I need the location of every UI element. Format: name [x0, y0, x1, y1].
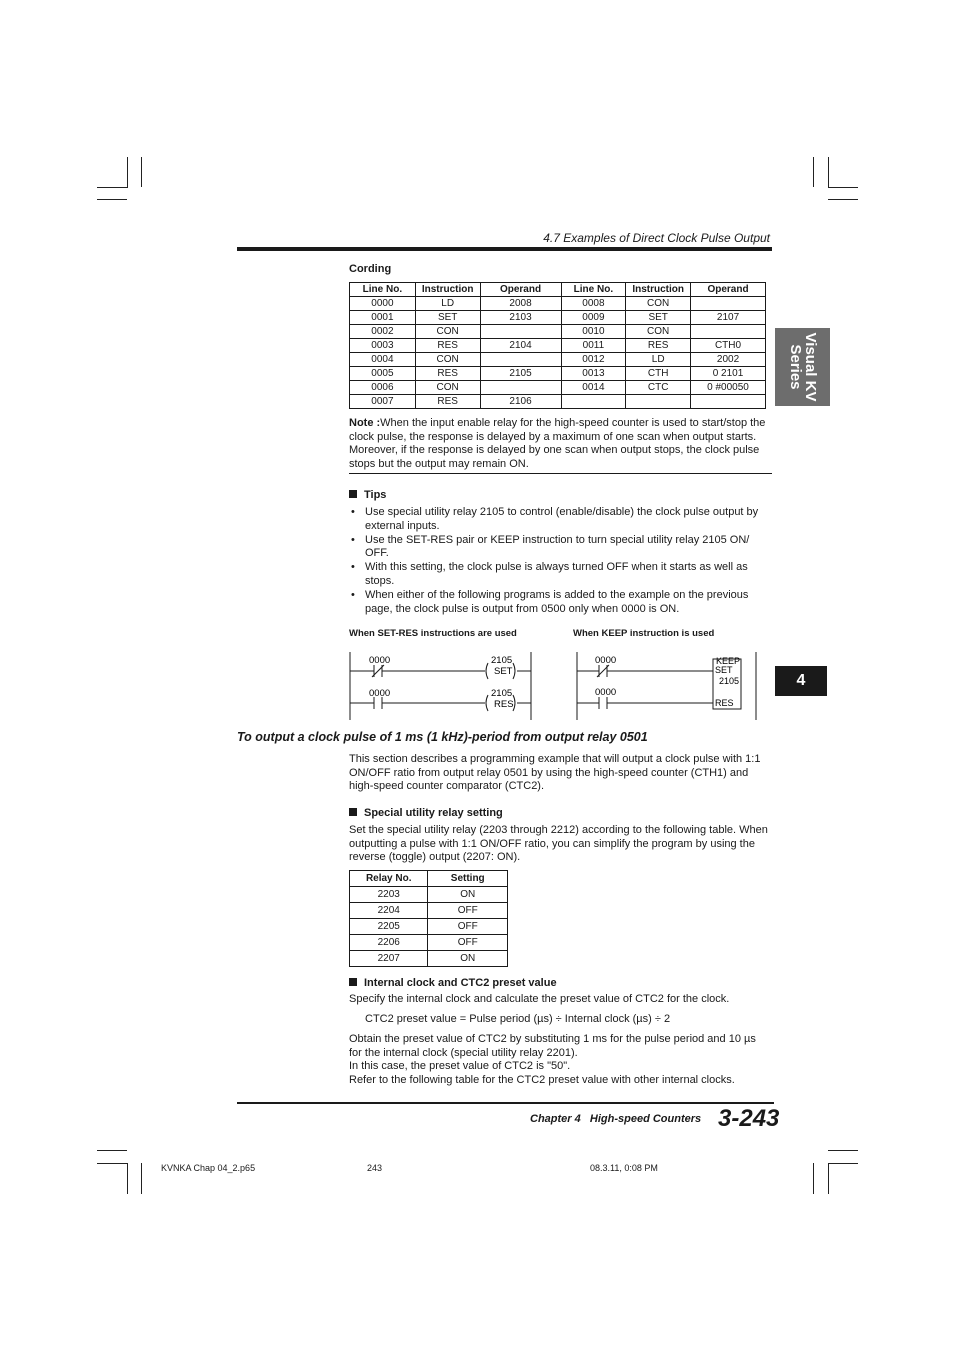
square-bullet-icon — [349, 490, 357, 498]
coding-heading: Cording — [349, 263, 392, 275]
square-bullet-icon — [349, 808, 357, 816]
series-tab — [775, 328, 830, 406]
table-cell: 0012 — [561, 353, 626, 367]
tips-heading — [349, 489, 386, 501]
ladder-right-keep-res: RES — [715, 698, 734, 708]
table-cell: 2103 — [480, 311, 561, 325]
ladder-right-caption: When KEEP instruction is used — [573, 628, 715, 639]
table-cell: 0006 — [350, 381, 416, 395]
footer-chapter: Chapter 4 High-speed Counters — [530, 1113, 702, 1125]
table-cell: 0014 — [561, 381, 626, 395]
table-row — [350, 935, 508, 951]
table-cell — [691, 297, 766, 311]
table-cell: 2107 — [691, 311, 766, 325]
relay-table — [349, 870, 508, 967]
table-cell: 0011 — [561, 339, 626, 353]
table-cell: 2203 — [350, 887, 428, 903]
internal-clock-text4: Refer to the following table for the CTC2 preset value with other internal clocks. — [349, 1074, 735, 1086]
table-cell: RES — [415, 339, 480, 353]
table-row — [350, 311, 766, 325]
table-cell: 0000 — [350, 297, 416, 311]
table-cell: CTH0 — [691, 339, 766, 353]
table-cell: ON — [428, 887, 508, 903]
table-cell: 2205 — [350, 919, 428, 935]
series-tab-line2: Series — [786, 344, 804, 390]
ladder-right-keep-addr: 2105 — [719, 676, 740, 686]
table-row — [350, 325, 766, 339]
ladder-left-coil1-label: SET — [494, 666, 513, 677]
table-cell: SET — [415, 311, 480, 325]
internal-clock-text1: Specify the internal clock and calculate the preset value of CTC2 for the clock. — [349, 993, 730, 1005]
series-tab-line1: Visual KV — [801, 332, 819, 402]
ladder-right-contact2: 0000 — [595, 687, 617, 698]
ladder-diagram-keep — [572, 648, 762, 724]
table-cell: 2106 — [480, 395, 561, 409]
table-cell — [626, 395, 691, 409]
table-cell: CON — [626, 297, 691, 311]
ladder-right-keep-set: SET — [715, 665, 733, 675]
ladder-left-caption: When SET-RES instructions are used — [349, 628, 517, 639]
ladder-right-keep-label: KEEP — [716, 656, 741, 666]
section-header: 4.7 Examples of Direct Clock Pulse Output — [543, 231, 770, 245]
tips-list — [349, 506, 771, 617]
table-cell: RES — [415, 367, 480, 381]
note-block — [349, 417, 772, 471]
relay-setting-heading-label: Special utility relay setting — [364, 807, 503, 819]
table-cell: 0 #00050 — [691, 381, 766, 395]
coding-col-header: Instruction — [415, 283, 480, 297]
coding-col-header: Line No. — [350, 283, 416, 297]
table-cell: 0007 — [350, 395, 416, 409]
list-item: • Use special utility relay 2105 to control (enable/disable) the clock pulse output by external inputs. — [349, 506, 771, 533]
table-cell: CTC — [626, 381, 691, 395]
ladder-left-coil1-addr: 2105 — [491, 655, 513, 666]
table-cell: CON — [626, 325, 691, 339]
table-cell: OFF — [428, 935, 508, 951]
table-row — [350, 339, 766, 353]
table-row — [350, 395, 766, 409]
coding-col-header: Instruction — [626, 283, 691, 297]
relay-col-header: Relay No. — [350, 871, 428, 887]
table-row — [350, 951, 508, 967]
table-row — [350, 903, 508, 919]
ladder-left-contact2: 0000 — [369, 688, 391, 699]
ladder-right-contact1: 0000 — [595, 655, 617, 666]
table-cell: 2105 — [480, 367, 561, 381]
table-cell: OFF — [428, 903, 508, 919]
chapter-tab: 4 — [775, 666, 827, 696]
table-cell — [480, 381, 561, 395]
list-item: • When either of the following programs is added to the example on the previous page, the clock pulse is output from 0500 only when 0000 is ON. — [349, 589, 771, 616]
table-cell: 2207 — [350, 951, 428, 967]
table-cell: 0010 — [561, 325, 626, 339]
footer-sheet: 243 — [367, 1163, 383, 1173]
table-cell: 0004 — [350, 353, 416, 367]
header-rule — [237, 247, 772, 251]
table-cell: 2104 — [480, 339, 561, 353]
section-intro: This section describes a programming example that will output a clock pulse with 1:1 ON/OFF ratio from output relay 0501 by using the high-speed counter (CTH1) and high-speed counter comparator (CTC2). — [349, 753, 761, 793]
table-cell: LD — [415, 297, 480, 311]
coding-col-header: Line No. — [561, 283, 626, 297]
table-cell: 2002 — [691, 353, 766, 367]
preset-formula: CTC2 preset value = Pulse period (µs) ÷ Internal clock (µs) ÷ 2 — [365, 1013, 671, 1025]
footer-timestamp: 08.3.11, 0:08 PM — [590, 1163, 658, 1173]
coding-table — [349, 282, 766, 409]
footer-file: KVNKA Chap 04_2.p65 — [161, 1163, 256, 1173]
table-cell: OFF — [428, 919, 508, 935]
table-row — [350, 297, 766, 311]
table-cell: CON — [415, 381, 480, 395]
table-row — [350, 887, 508, 903]
table-cell: 2204 — [350, 903, 428, 919]
note-text: When the input enable relay for the high-speed counter is used to start/stop the clock pulse, the response is delayed by a maximum of one scan when output starts. Moreover, if the response is delayed by one scan when output stops, the clock pulse stops but the output may remain ON. — [349, 417, 766, 470]
table-cell: 0002 — [350, 325, 416, 339]
table-cell: CTH — [626, 367, 691, 381]
section-title: To output a clock pulse of 1 ms (1 kHz)-period from output relay 0501 — [237, 730, 648, 744]
list-item: • With this setting, the clock pulse is always turned OFF when it starts as well as stops. — [349, 561, 771, 588]
relay-setting-text: Set the special utility relay (2203 through 2212) according to the following table. When outputting a pulse with 1:1 ON/OFF ratio, you can simplify the program by using the reverse (toggle) output (2207: ON). — [349, 824, 768, 864]
table-cell — [480, 353, 561, 367]
ladder-left-contact1: 0000 — [369, 655, 391, 666]
table-row — [350, 353, 766, 367]
table-cell: CON — [415, 325, 480, 339]
table-cell: LD — [626, 353, 691, 367]
table-cell: CON — [415, 353, 480, 367]
note-rule — [349, 473, 772, 474]
table-cell — [480, 325, 561, 339]
table-cell: 0013 — [561, 367, 626, 381]
table-row — [350, 381, 766, 395]
relay-col-header: Setting — [428, 871, 508, 887]
internal-clock-heading-label: Internal clock and CTC2 preset value — [364, 977, 557, 989]
table-cell: ON — [428, 951, 508, 967]
coding-col-header: Operand — [691, 283, 766, 297]
ladder-diagram-set-res — [345, 648, 540, 724]
tips-heading-label: Tips — [364, 489, 387, 501]
page-number: 3-243 — [718, 1105, 780, 1132]
table-cell: RES — [626, 339, 691, 353]
table-cell — [691, 395, 766, 409]
table-cell: 0005 — [350, 367, 416, 381]
table-cell: 2206 — [350, 935, 428, 951]
table-cell — [691, 325, 766, 339]
internal-clock-text3: In this case, the preset value of CTC2 is "50". — [349, 1060, 571, 1072]
footer-rule — [237, 1102, 774, 1104]
table-cell: 0001 — [350, 311, 416, 325]
table-cell: 0008 — [561, 297, 626, 311]
table-cell: SET — [626, 311, 691, 325]
ladder-left-coil2-label: RES — [494, 699, 514, 710]
internal-clock-heading — [349, 977, 557, 989]
table-cell: 0009 — [561, 311, 626, 325]
table-cell — [561, 395, 626, 409]
table-cell: 0003 — [350, 339, 416, 353]
ladder-left-coil2-addr: 2105 — [491, 688, 513, 699]
table-row — [350, 367, 766, 381]
list-item: • Use the SET-RES pair or KEEP instruction to turn special utility relay 2105 ON/ OFF. — [349, 534, 771, 561]
square-bullet-icon — [349, 978, 357, 986]
table-row — [350, 919, 508, 935]
note-label: Note : — [349, 417, 381, 429]
coding-col-header: Operand — [480, 283, 561, 297]
internal-clock-text2: Obtain the preset value of CTC2 by substituting 1 ms for the pulse period and 10 µs for the internal clock (special utility relay 2201). — [349, 1033, 756, 1059]
table-cell: 2008 — [480, 297, 561, 311]
relay-setting-heading — [349, 807, 503, 819]
table-cell: 0 2101 — [691, 367, 766, 381]
table-cell: RES — [415, 395, 480, 409]
